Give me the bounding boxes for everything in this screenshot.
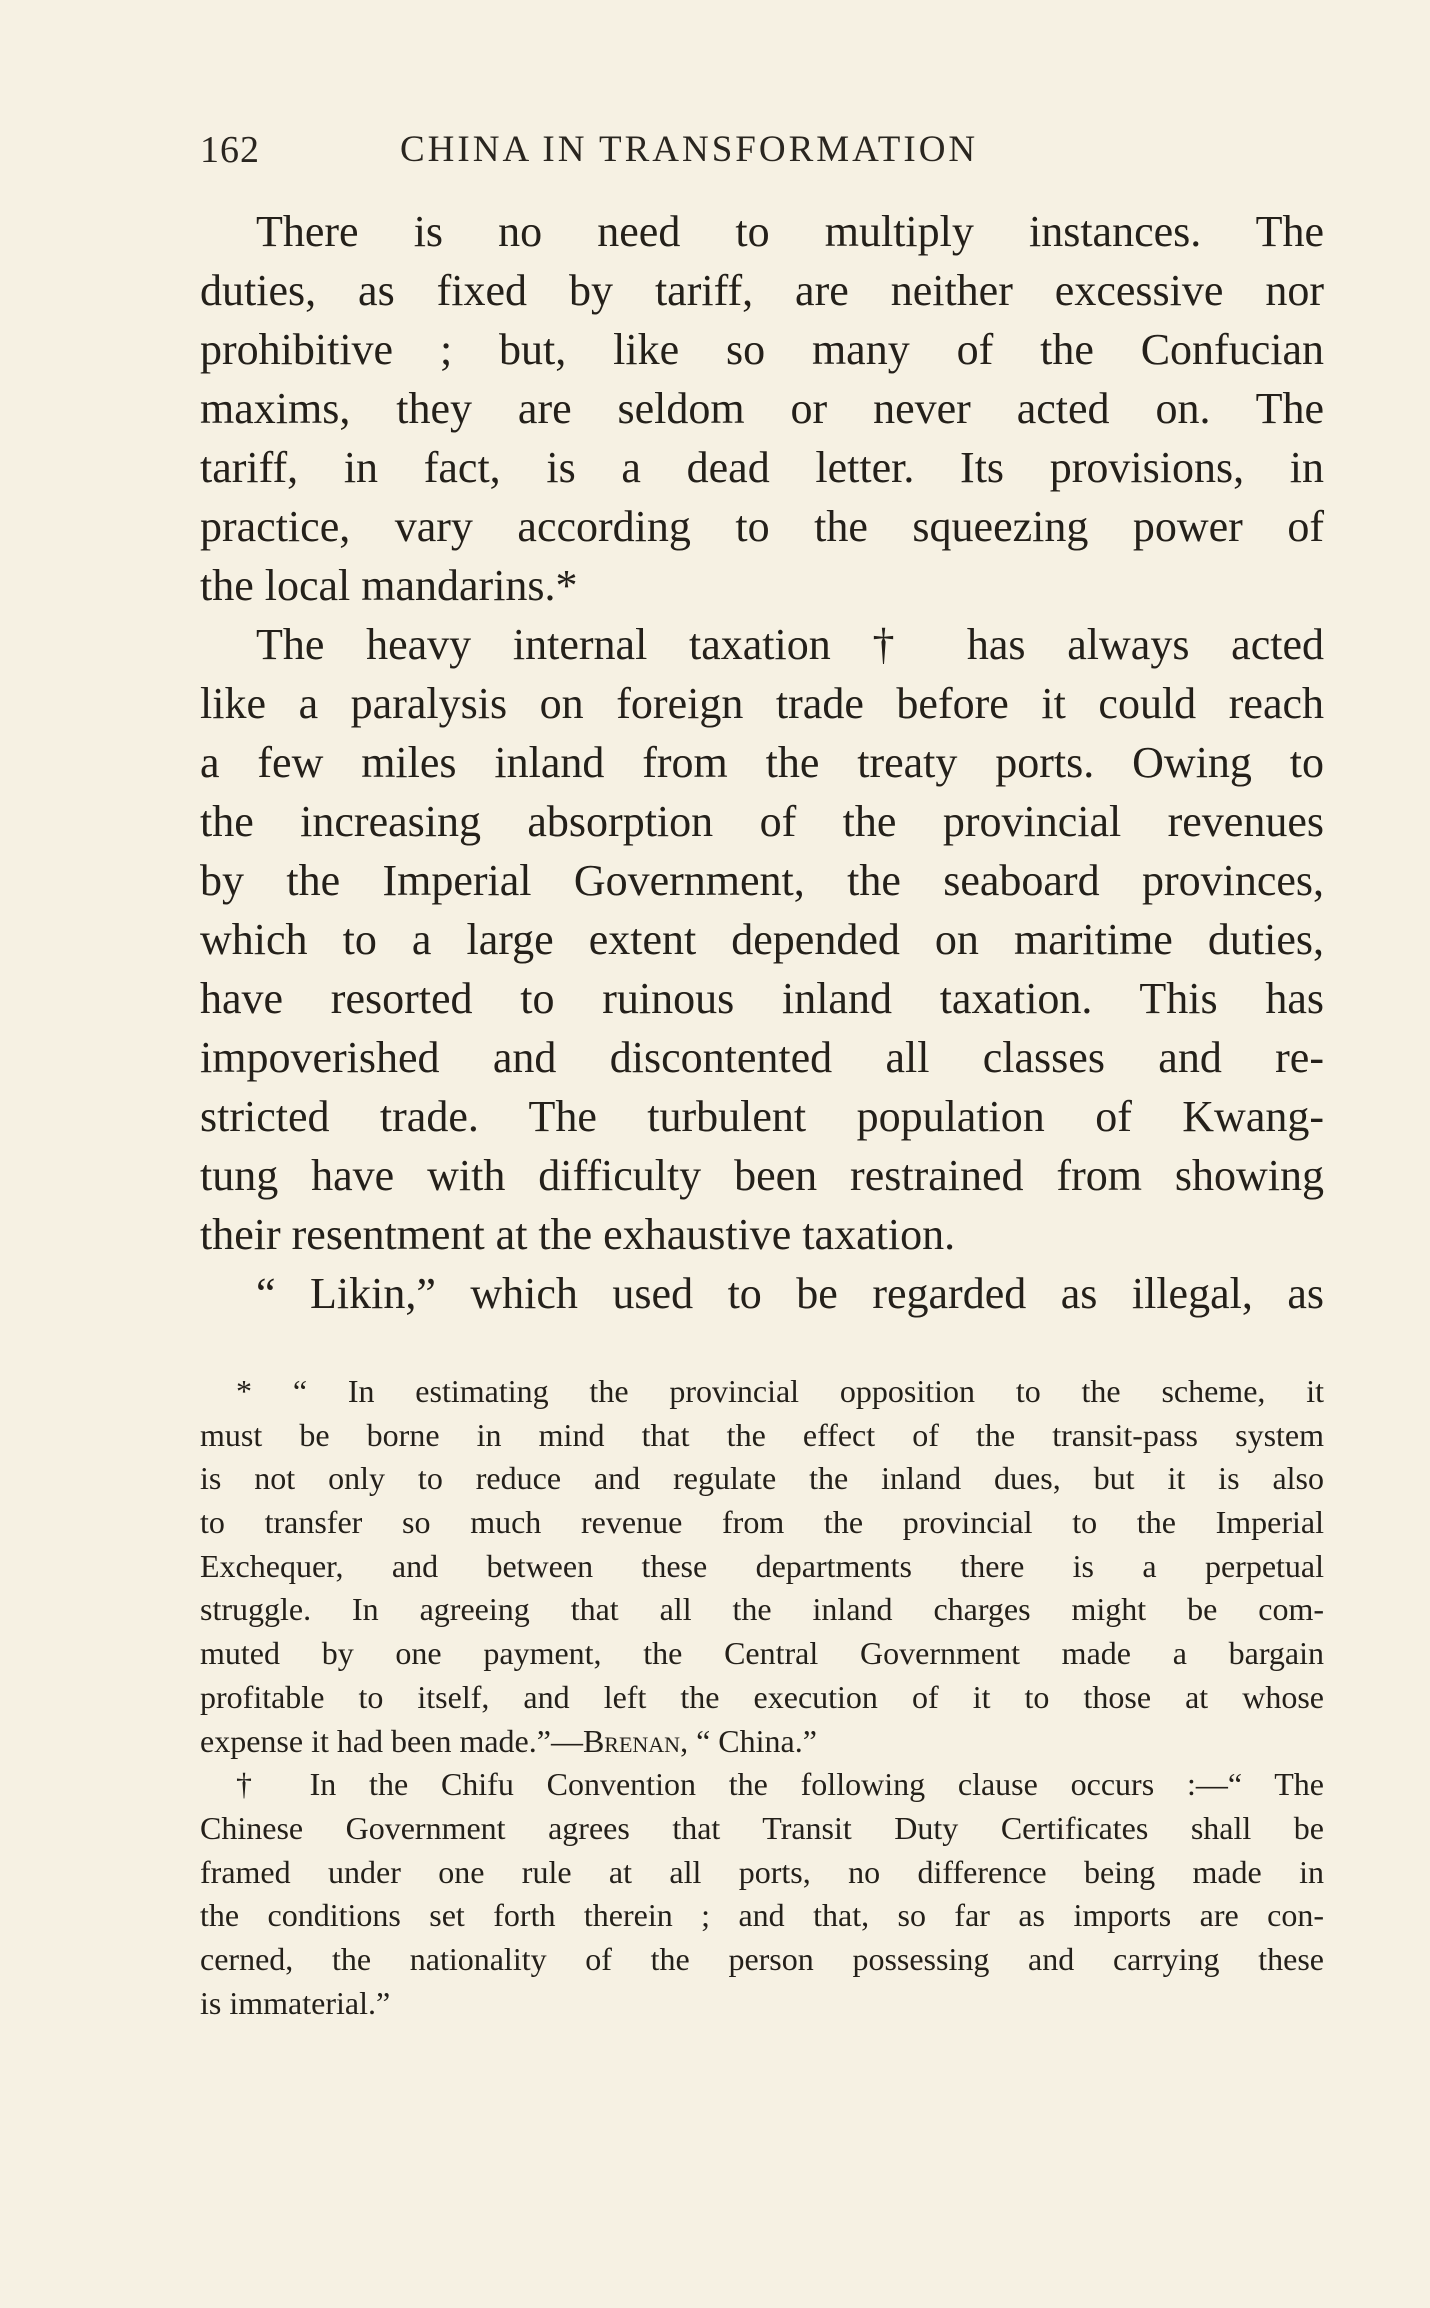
body-line: have resorted to ruinous inland taxation. This has [200,974,1324,1023]
footnote-line: muted by one payment, the Central Government made a bargain [200,1635,1324,1672]
body-line: There is no need to multiply instances. The [256,207,1324,256]
body-line: like a paralysis on foreign trade before it could reach [200,679,1324,728]
page-number: 162 [200,129,260,171]
footnote-line: struggle. In agreeing that all the inland charges might be com- [200,1591,1324,1628]
body-line: their resentment at the exhaustive taxation. [200,1210,956,1259]
footnote-line: is not only to reduce and regulate the inland dues, but it is also [200,1460,1324,1497]
footnote-line: the conditions set forth therein ; and that, so far as imports are con- [200,1897,1324,1934]
footnote-text: expense it had been made.”— [200,1722,583,1759]
footnote-line: is immaterial.” [200,1984,391,2021]
body-line: tariff, in fact, is a dead letter. Its provisions, in [200,443,1324,492]
body-line: tung have with difficulty been restrained from showing [200,1151,1324,1200]
body-line: a few miles inland from the treaty ports. Owing to [200,738,1324,787]
body-line: prohibitive ; but, like so many of the Confucian [200,325,1324,374]
footnote-line: Exchequer, and between these departments there is a perpetual [200,1547,1324,1584]
footnote-line: profitable to itself, and left the execution of it to those at whose [200,1678,1324,1715]
footnote-line [200,1720,1324,1764]
footnote-line: Chinese Government agrees that Transit Duty Certificates shall be [200,1809,1324,1846]
footnote-line: to transfer so much revenue from the provincial to the Imperial [200,1504,1324,1541]
body-line: maxims, they are seldom or never acted on. The [200,384,1324,433]
footnote-line: framed under one rule at all ports, no difference being made in [200,1853,1324,1890]
body-line: stricted trade. The turbulent population of Kwang- [200,1092,1324,1141]
body-line: which to a large extent depended on maritime duties, [200,915,1324,964]
footnote-author: Brenan [582,1722,681,1759]
footnote-line: * “ In estimating the provincial opposition to the scheme, it [236,1373,1324,1409]
body-text [200,202,1324,1323]
page-header [200,128,1140,178]
body-line: duties, as fixed by tariff, are neither excessive nor [200,266,1324,315]
footnote-line: † In the Chifu Convention the following clause occurs :—“ The [236,1766,1324,1803]
body-line: “ Likin,” which used to be regarded as illegal, as [256,1269,1324,1318]
body-line: The heavy internal taxation † has always acted [256,620,1324,669]
footnotes [200,1370,1324,2025]
footnote-text: , “ China.” [680,1722,817,1759]
footnote-line: must be borne in mind that the effect of the transit-pass system [200,1416,1324,1453]
footnote-line: cerned, the nationality of the person possessing and carrying these [200,1940,1324,1977]
body-line: the increasing absorption of the provincial revenues [200,797,1324,846]
body-line: practice, vary according to the squeezing power of [200,502,1324,551]
body-line: impoverished and discontented all classes and re- [200,1033,1324,1082]
body-line: by the Imperial Government, the seaboard provinces, [200,856,1324,905]
running-title: CHINA IN TRANSFORMATION [400,129,979,170]
body-line: the local mandarins.* [200,561,578,610]
